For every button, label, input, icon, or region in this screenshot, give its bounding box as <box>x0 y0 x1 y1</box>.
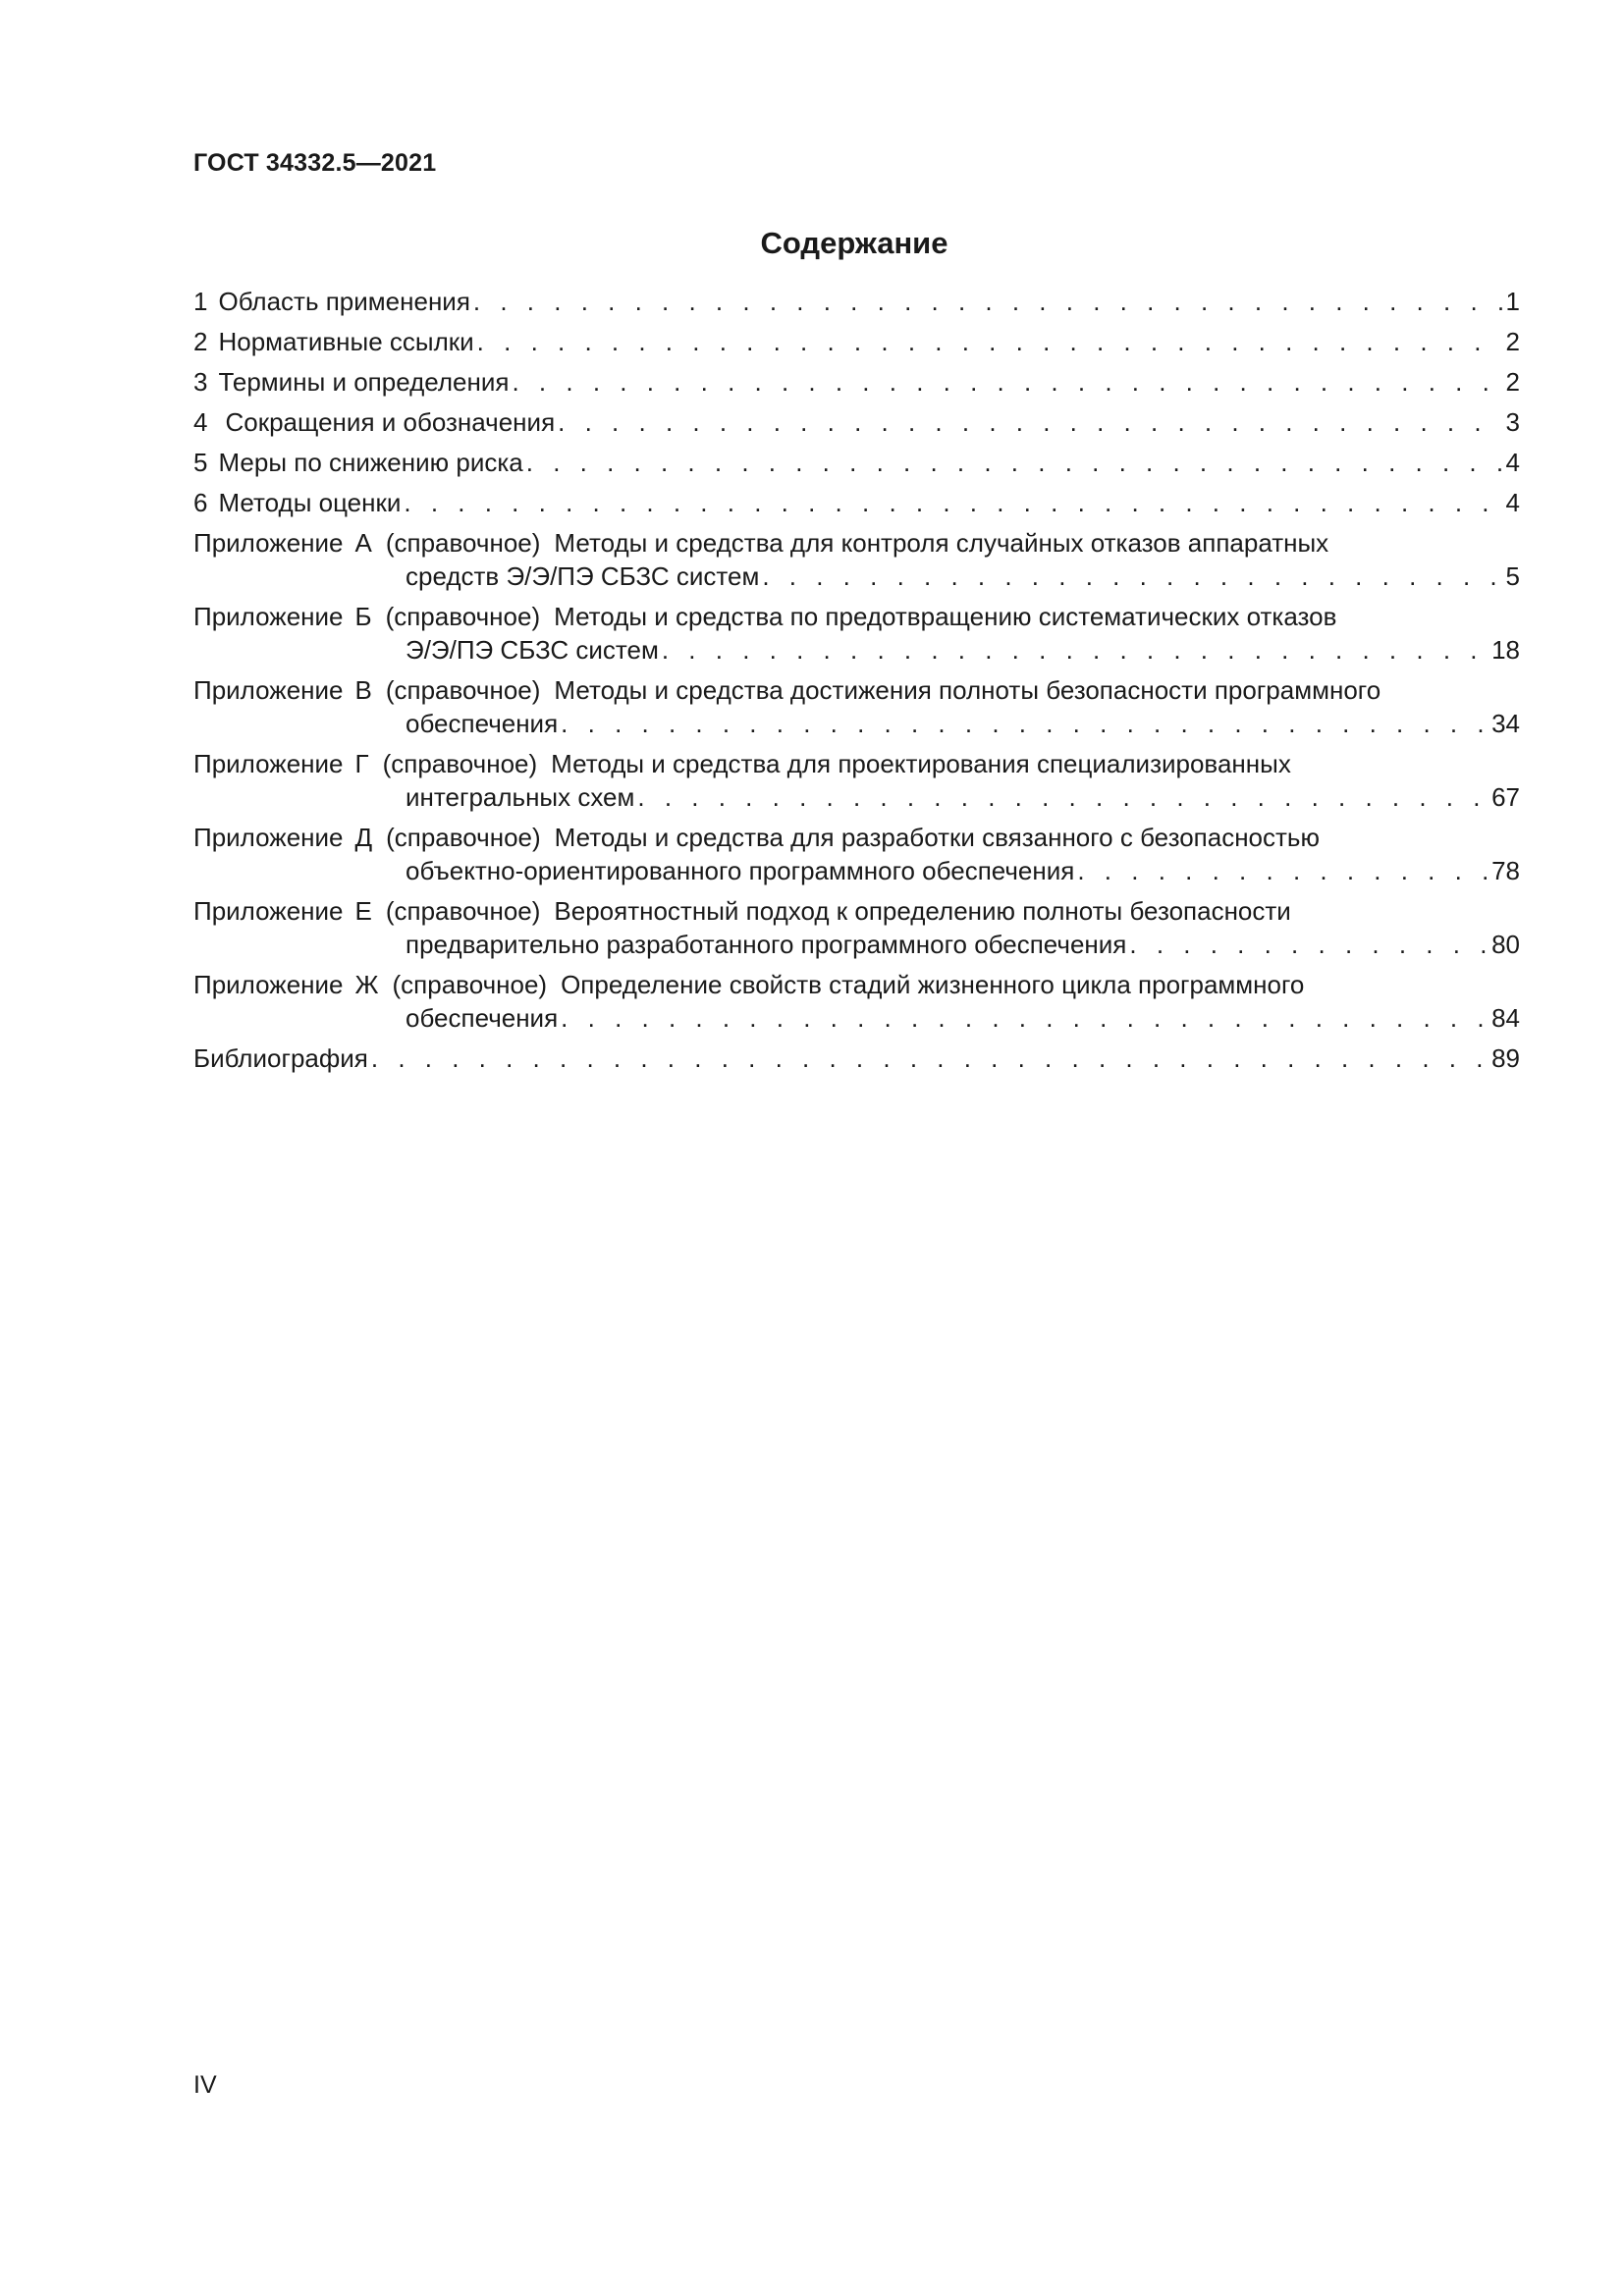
toc-entry-annex-g[interactable] <box>193 747 1520 814</box>
toc-entry-label: Термины и определения <box>218 367 510 397</box>
toc-entry-annex-a[interactable] <box>193 526 1520 593</box>
annex-title-line2: объектно-ориентированного программного обеспечения <box>406 856 1075 885</box>
annex-word: Приложение <box>193 896 344 926</box>
toc-entry-page: 4 <box>1505 488 1520 517</box>
toc-entry-page: 84 <box>1491 1003 1520 1033</box>
dot-leader <box>1077 854 1489 887</box>
toc-entry-page: 80 <box>1491 930 1520 959</box>
toc-entry-label: Меры по снижению риска <box>218 448 523 477</box>
toc-entry-number: 3 <box>193 367 208 397</box>
annex-letter: Г <box>354 749 369 778</box>
toc-entry-page: 3 <box>1505 407 1520 437</box>
toc-entry-page: 67 <box>1491 782 1520 812</box>
toc-entry-page: 18 <box>1491 635 1520 665</box>
toc-entry-annex-b[interactable] <box>193 600 1520 667</box>
annex-title-line2: обеспечения <box>406 1003 559 1033</box>
toc-entry-page: 34 <box>1491 709 1520 738</box>
dot-leader <box>558 405 1502 439</box>
dot-leader <box>477 325 1503 358</box>
toc-entry-annex-e[interactable] <box>193 894 1520 961</box>
annex-title-line2: предварительно разработанного программного обеспечения <box>406 930 1127 959</box>
annex-letter: Е <box>354 896 372 926</box>
page-number: IV <box>193 2071 217 2099</box>
annex-title-line1: Методы и средства для контроля случайных отказов аппаратных <box>554 528 1329 558</box>
toc-entry-annex-d[interactable] <box>193 821 1520 887</box>
annex-title-line2: интегральных схем <box>406 782 635 812</box>
toc-title: Содержание <box>760 226 948 260</box>
toc-entry-page: 89 <box>1491 1043 1520 1073</box>
annex-kind: (справочное) <box>382 749 538 778</box>
annex-word: Приложение <box>193 528 344 558</box>
annex-title-line1: Определение свойств стадий жизненного цикла программного <box>561 970 1305 999</box>
toc-entry-section-1[interactable] <box>193 285 1520 318</box>
toc-entry-section-4[interactable] <box>193 405 1520 439</box>
annex-title-line1: Методы и средства для проектирования специализированных <box>551 749 1291 778</box>
annex-title-line2: средств Э/Э/ПЭ СБЗС систем <box>406 561 760 591</box>
dot-leader <box>637 780 1489 814</box>
annex-title-line2: Э/Э/ПЭ СБЗС систем <box>406 635 659 665</box>
annex-kind: (справочное) <box>385 675 541 705</box>
document-code: ГОСТ 34332.5—2021 <box>193 149 437 177</box>
annex-kind: (справочное) <box>386 823 541 852</box>
toc-entry-label: Библиография <box>193 1043 368 1073</box>
toc-entry-label: Сокращения и обозначения <box>225 407 556 437</box>
annex-title-line1: Методы и средства для разработки связанного с безопасностью <box>554 823 1320 852</box>
annex-letter: Д <box>354 823 373 852</box>
annex-title-line1: Вероятностный подход к определению полноты безопасности <box>554 896 1291 926</box>
annex-title-line1: Методы и средства достижения полноты безопасности программного <box>554 675 1381 705</box>
toc-entry-page: 1 <box>1505 287 1520 316</box>
annex-kind: (справочное) <box>392 970 548 999</box>
dot-leader <box>1129 928 1489 961</box>
annex-word: Приложение <box>193 602 344 631</box>
toc-entry-section-3[interactable] <box>193 365 1520 399</box>
annex-title-line1: Методы и средства по предотвращению систематических отказов <box>554 602 1337 631</box>
toc-entry-number: 5 <box>193 448 208 477</box>
toc-entry-label: Методы оценки <box>218 488 402 517</box>
dot-leader <box>371 1041 1489 1075</box>
dot-leader <box>662 633 1489 667</box>
annex-word: Приложение <box>193 749 344 778</box>
toc-entry-number: 4 <box>193 407 208 437</box>
toc-entry-page: 2 <box>1505 367 1520 397</box>
toc-entry-section-5[interactable] <box>193 446 1520 479</box>
toc-entry-number: 2 <box>193 327 208 356</box>
annex-word: Приложение <box>193 675 344 705</box>
toc-entry-annex-v[interactable] <box>193 673 1520 740</box>
dot-leader <box>561 1001 1489 1035</box>
toc-entry-annex-zh[interactable] <box>193 968 1520 1035</box>
annex-kind: (справочное) <box>385 602 541 631</box>
toc-entry-label: Нормативные ссылки <box>218 327 474 356</box>
annex-letter: Ж <box>354 970 379 999</box>
annex-word: Приложение <box>193 970 344 999</box>
dot-leader <box>404 486 1502 519</box>
dot-leader <box>473 285 1503 318</box>
dot-leader <box>762 560 1502 593</box>
toc-entry-page: 4 <box>1505 448 1520 477</box>
annex-kind: (справочное) <box>385 896 541 926</box>
annex-letter: А <box>354 528 372 558</box>
annex-kind: (справочное) <box>385 528 541 558</box>
annex-title-line2: обеспечения <box>406 709 559 738</box>
toc-entry-page: 78 <box>1491 856 1520 885</box>
dot-leader <box>512 365 1502 399</box>
toc-entry-page: 2 <box>1505 327 1520 356</box>
table-of-contents <box>193 285 1520 1082</box>
toc-entry-section-6[interactable] <box>193 486 1520 519</box>
annex-letter: Б <box>354 602 372 631</box>
toc-entry-page: 5 <box>1505 561 1520 591</box>
annex-letter: В <box>354 675 372 705</box>
toc-entry-bibliography[interactable] <box>193 1041 1520 1075</box>
toc-entry-number: 6 <box>193 488 208 517</box>
toc-entry-label: Область применения <box>218 287 470 316</box>
toc-entry-section-2[interactable] <box>193 325 1520 358</box>
annex-word: Приложение <box>193 823 344 852</box>
toc-entry-number: 1 <box>193 287 208 316</box>
dot-leader <box>561 707 1489 740</box>
dot-leader <box>526 446 1503 479</box>
